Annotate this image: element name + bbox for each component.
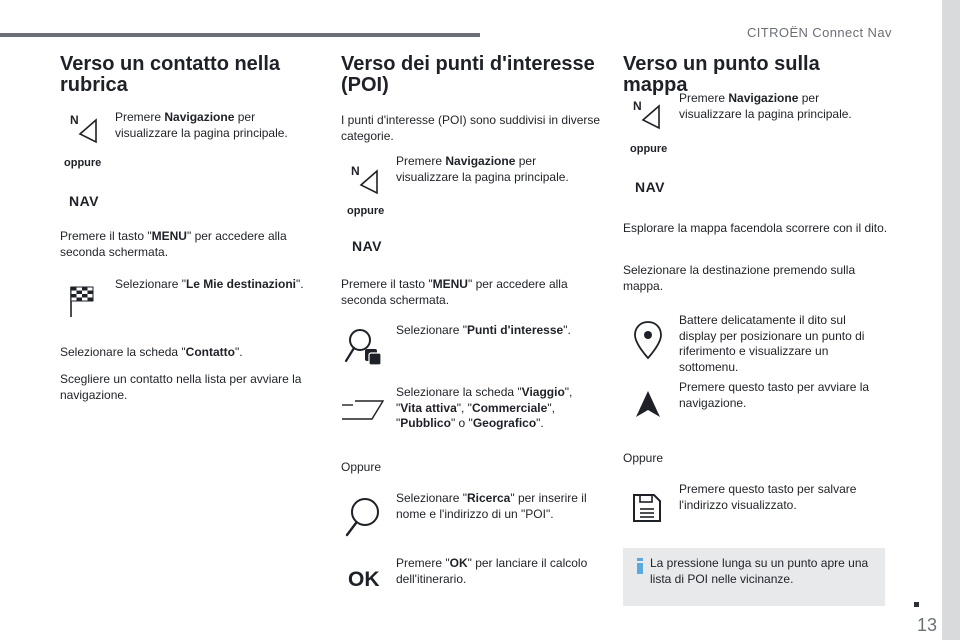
step-navigation: Premere Navigazione per visualizzare la pagina principale. xyxy=(679,91,852,121)
header-rule xyxy=(0,33,480,37)
or-label: oppure xyxy=(630,143,668,155)
start-navigation-icon[interactable] xyxy=(634,389,662,419)
info-note xyxy=(623,548,885,606)
page-edge-tab xyxy=(942,0,960,640)
step-choose-contact: Scegliere un contatto nella lista per avviare la navigazione. xyxy=(60,372,302,402)
svg-text:N: N xyxy=(633,99,642,113)
step-save-address: Premere questo tasto per salvare l'indirizzo visualizzato. xyxy=(679,482,857,512)
step-navigation: Premere Navigazione per visualizzare la pagina principale. xyxy=(396,154,569,184)
page-number: 13 xyxy=(917,615,938,635)
svg-text:N: N xyxy=(351,164,360,178)
section-contact xyxy=(60,54,300,96)
or-label: oppure xyxy=(347,205,385,217)
brand-title: CITROËN Connect Nav xyxy=(747,25,892,40)
poi-intro: I punti d'interesse (POI) sono suddivisi in diverse categorie. xyxy=(341,113,601,143)
search-icon[interactable] xyxy=(343,496,383,538)
nav-button[interactable]: NAV xyxy=(69,193,100,209)
map-pin-icon[interactable] xyxy=(633,320,663,360)
step-my-destinations: Selezionare "Le Mie destinazioni". xyxy=(115,277,304,291)
category-tabs-icon[interactable] xyxy=(341,399,385,421)
step-menu: Premere il tasto "MENU" per accedere alla seconda schermata. xyxy=(341,277,568,307)
section-title: Verso un contatto nella rubrica xyxy=(60,53,281,96)
step-ok: Premere "OK" per lanciare il calcolo dell'itinerario. xyxy=(396,556,588,586)
step-scroll-map: Esplorare la mappa facendola scorrere con il dito. xyxy=(623,221,888,235)
step-poi: Selezionare "Punti d'interesse". xyxy=(396,323,571,337)
section-title: Verso dei punti d'interesse (POI) xyxy=(341,53,595,96)
oppure-text: Oppure xyxy=(623,451,664,465)
navigation-icon[interactable] xyxy=(66,112,100,146)
step-contact-tab: Selezionare la scheda "Contatto". xyxy=(60,345,243,359)
step-tap-display: Battere delicatamente il dito sul display per posizionare un punto di riferimento e visualizzare un sottomenu. xyxy=(679,313,865,374)
page-marker xyxy=(914,602,919,607)
checkered-flag-icon[interactable] xyxy=(67,285,97,319)
step-search: Selezionare "Ricerca" per inserire il nome e l'indirizzo di un "POI". xyxy=(396,491,587,521)
step-navigation: Premere Navigazione per visualizzare la pagina principale. xyxy=(115,110,288,140)
navigation-icon[interactable] xyxy=(347,163,381,197)
navigation-icon[interactable] xyxy=(629,98,663,132)
nav-button[interactable]: NAV xyxy=(635,179,666,195)
step-select-destination: Selezionare la destinazione premendo sulla mappa. xyxy=(623,263,856,293)
section-map-point xyxy=(623,54,885,96)
save-icon[interactable] xyxy=(631,492,663,524)
nav-button[interactable]: NAV xyxy=(352,238,383,254)
section-title: Verso un punto sulla mappa xyxy=(623,53,820,96)
or-label: oppure xyxy=(64,157,102,169)
svg-text:N: N xyxy=(70,113,79,127)
info-icon xyxy=(633,558,647,574)
section-poi xyxy=(341,54,601,96)
note-text: La pressione lunga su un punto apre una lista di POI nelle vicinanze. xyxy=(650,556,869,586)
poi-search-icon[interactable] xyxy=(343,327,383,367)
ok-button[interactable]: OK xyxy=(348,568,380,591)
step-category-tabs: Selezionare la scheda "Viaggio", "Vita attiva", "Commerciale", "Pubblico" o "Geografico". xyxy=(396,385,573,430)
oppure-text: Oppure xyxy=(341,460,382,474)
step-start-navigation: Premere questo tasto per avviare la navigazione. xyxy=(679,380,870,410)
step-menu: Premere il tasto "MENU" per accedere alla seconda schermata. xyxy=(60,229,287,259)
